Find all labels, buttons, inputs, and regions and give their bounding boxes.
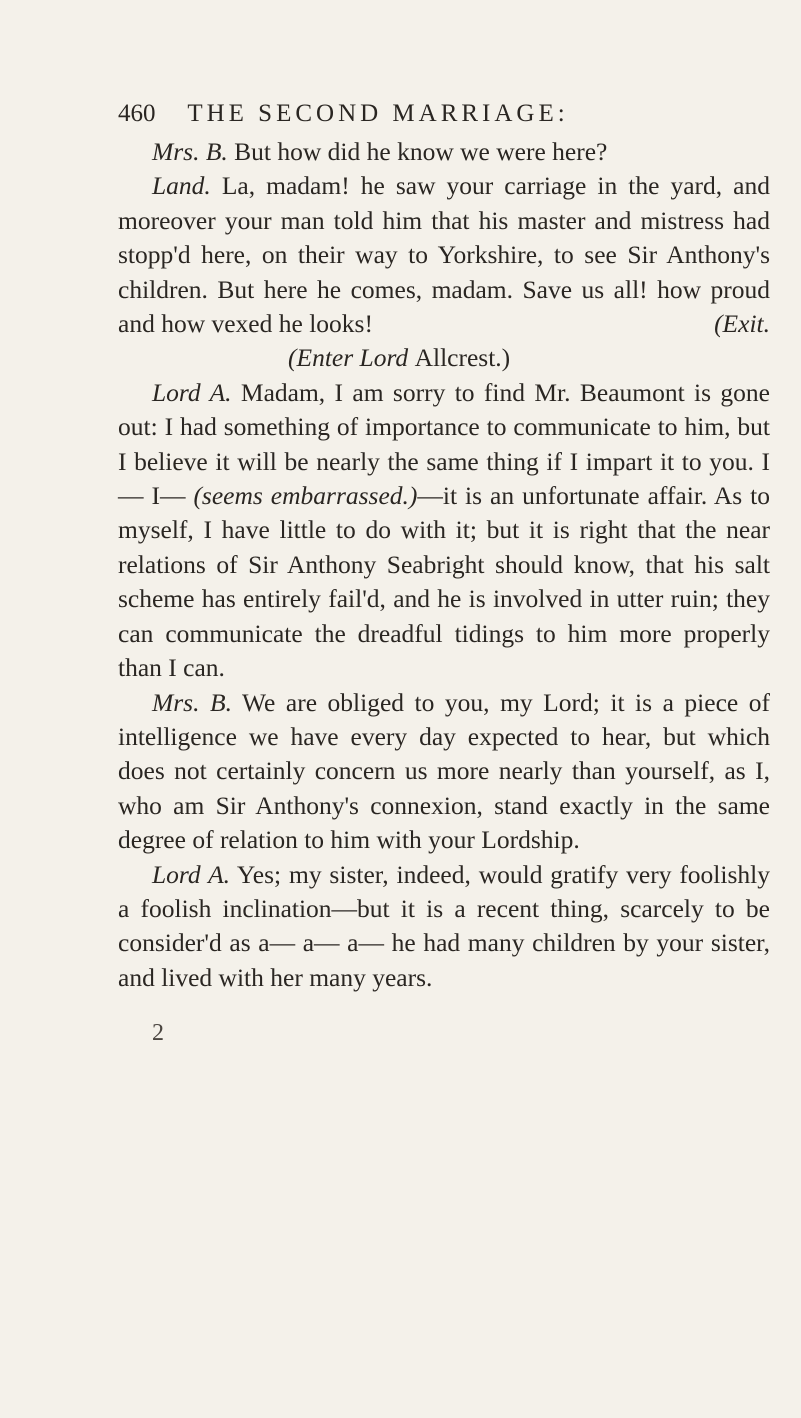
stage-aside: (seems embarrassed.) (193, 481, 418, 511)
dialogue-line (118, 686, 770, 858)
dialogue-text: But how did he know we were here? (227, 137, 608, 166)
dialogue-text: La, madam! he saw your carriage in the yard, and moreover your man told him that his master and mistress had stopp'd here, on their way to Yorkshire, to see Sir Anthony's children. But here he comes, madam. Save us all! how proud and how vexed he looks! (118, 171, 770, 339)
dialogue-text: Madam, I am sorry to find Mr. Beaumont is gone out: I had something of importance to communicate to him, but I believe it will be nearly the same thing if I impart it to you. I— I— (118, 377, 770, 511)
speaker-name: Lord A. (152, 377, 232, 407)
dialogue-text: Yes; my sister, indeed, would gratify very foolishly a foolish inclination—but it is a recent thing, scarcely to be consider'd as a— a— a— he had many children by your sister, and lived with her many years. (118, 859, 770, 992)
dialogue-line (118, 169, 770, 341)
stage-direction-open: (Enter Lord (288, 343, 415, 373)
stage-direction (118, 341, 770, 375)
catchword: 2 (152, 1020, 164, 1046)
speaker-name: Land. (152, 171, 211, 201)
page-header (118, 100, 758, 128)
speaker-name: Mrs. B. (152, 687, 232, 717)
dialogue-line (118, 135, 770, 169)
character-name: Allcrest.) (414, 343, 511, 373)
speaker-name: Lord A. (152, 859, 231, 889)
stage-direction-exit: (Exit. (714, 309, 770, 339)
dialogue-text: We are obliged to you, my Lord; it is a piece of intelligence we have every day expected to hear, but which does not certainly concern us more nearly than yourself, as I, who am Sir Anthony's connexion, stand exactly in the same degree of relation to him with your Lordship. (118, 687, 770, 855)
running-title: THE SECOND MARRIAGE: (187, 100, 569, 127)
page-number: 460 (118, 100, 156, 127)
dialogue-line (118, 376, 770, 686)
page-body (118, 135, 770, 995)
dialogue-text: —it is an unfortunate affair. As to myself, I have little to do with it; but it is right that the near relations of Sir Anthony Seabright should know, that his salt scheme has entirely fail'd, and he is involved in utter ruin; they can communicate the dreadful tidings to him more properly than I can. (118, 481, 770, 683)
speaker-name: Mrs. B. (152, 137, 228, 166)
dialogue-line (118, 858, 770, 996)
